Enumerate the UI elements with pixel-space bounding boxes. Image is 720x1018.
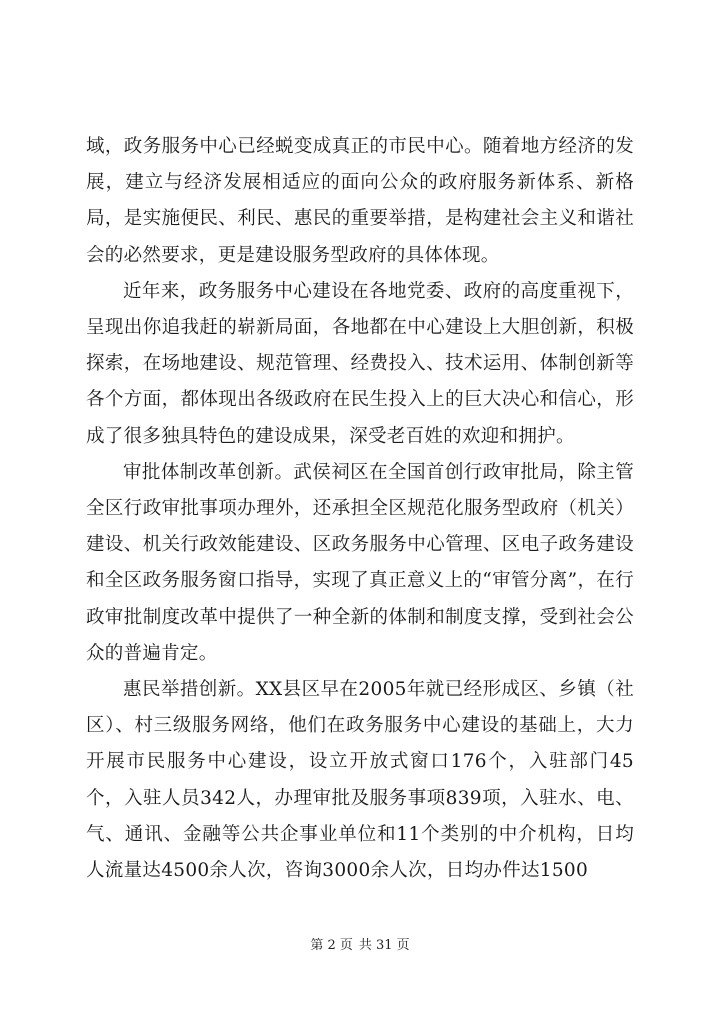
page-footer (0, 937, 720, 955)
paragraph-4: 惠民举措创新。XX县区早在2005年就已经形成区、乡镇（社区）、村三级服务网络，他们在政务服务中心建设的基础上，大力开展市民服务中心建设，设立开放式窗口176个，入驻部门45个，入驻人员342人，办理审批及服务事项839项，入驻水、电、气、通讯、金融等公共企事业单位和11个类别的中介机构，日均人流量达4500余人次，咨询3000余人次，日均办件达1500 (86, 679, 634, 882)
paragraph-3: 审批体制改革创新。武侯祠区在全国首创行政审批局，除主管全区行政审批事项办理外，还承担全区规范化服务型政府（机关）建设、机关行政效能建设、区政务服务中心管理、区电子政务建设和全区政务服务窗口指导，实现了真正意义上的“审管分离”，在行政审批制度改革中提供了一种全新的体制和制度支撑，受到社会公众的普遍肯定。 (86, 461, 634, 664)
page-number: 第 2 页 (310, 938, 353, 953)
paragraph-1: 域，政务服务中心已经蜕变成真正的市民中心。随着地方经济的发展，建立与经济发展相适应的面向公众的政府服务新体系、新格局，是实施便民、利民、惠民的重要举措，是构建社会主义和谐社会的必然要求，更是建设服务型政府的具体体现。 (86, 136, 634, 266)
paragraph-2: 近年来，政务服务中心建设在各地党委、政府的高度重视下，呈现出你追我赶的崭新局面，各地都在中心建设上大胆创新，积极探索，在场地建设、规范管理、经费投入、技术运用、体制创新等各个方面，都体现出各级政府在民生投入上的巨大决心和信心，形成了很多独具特色的建设成果，深受老百姓的欢迎和拥护。 (86, 280, 634, 447)
document-body (86, 129, 634, 889)
page-total: 共 31 页 (358, 938, 410, 953)
